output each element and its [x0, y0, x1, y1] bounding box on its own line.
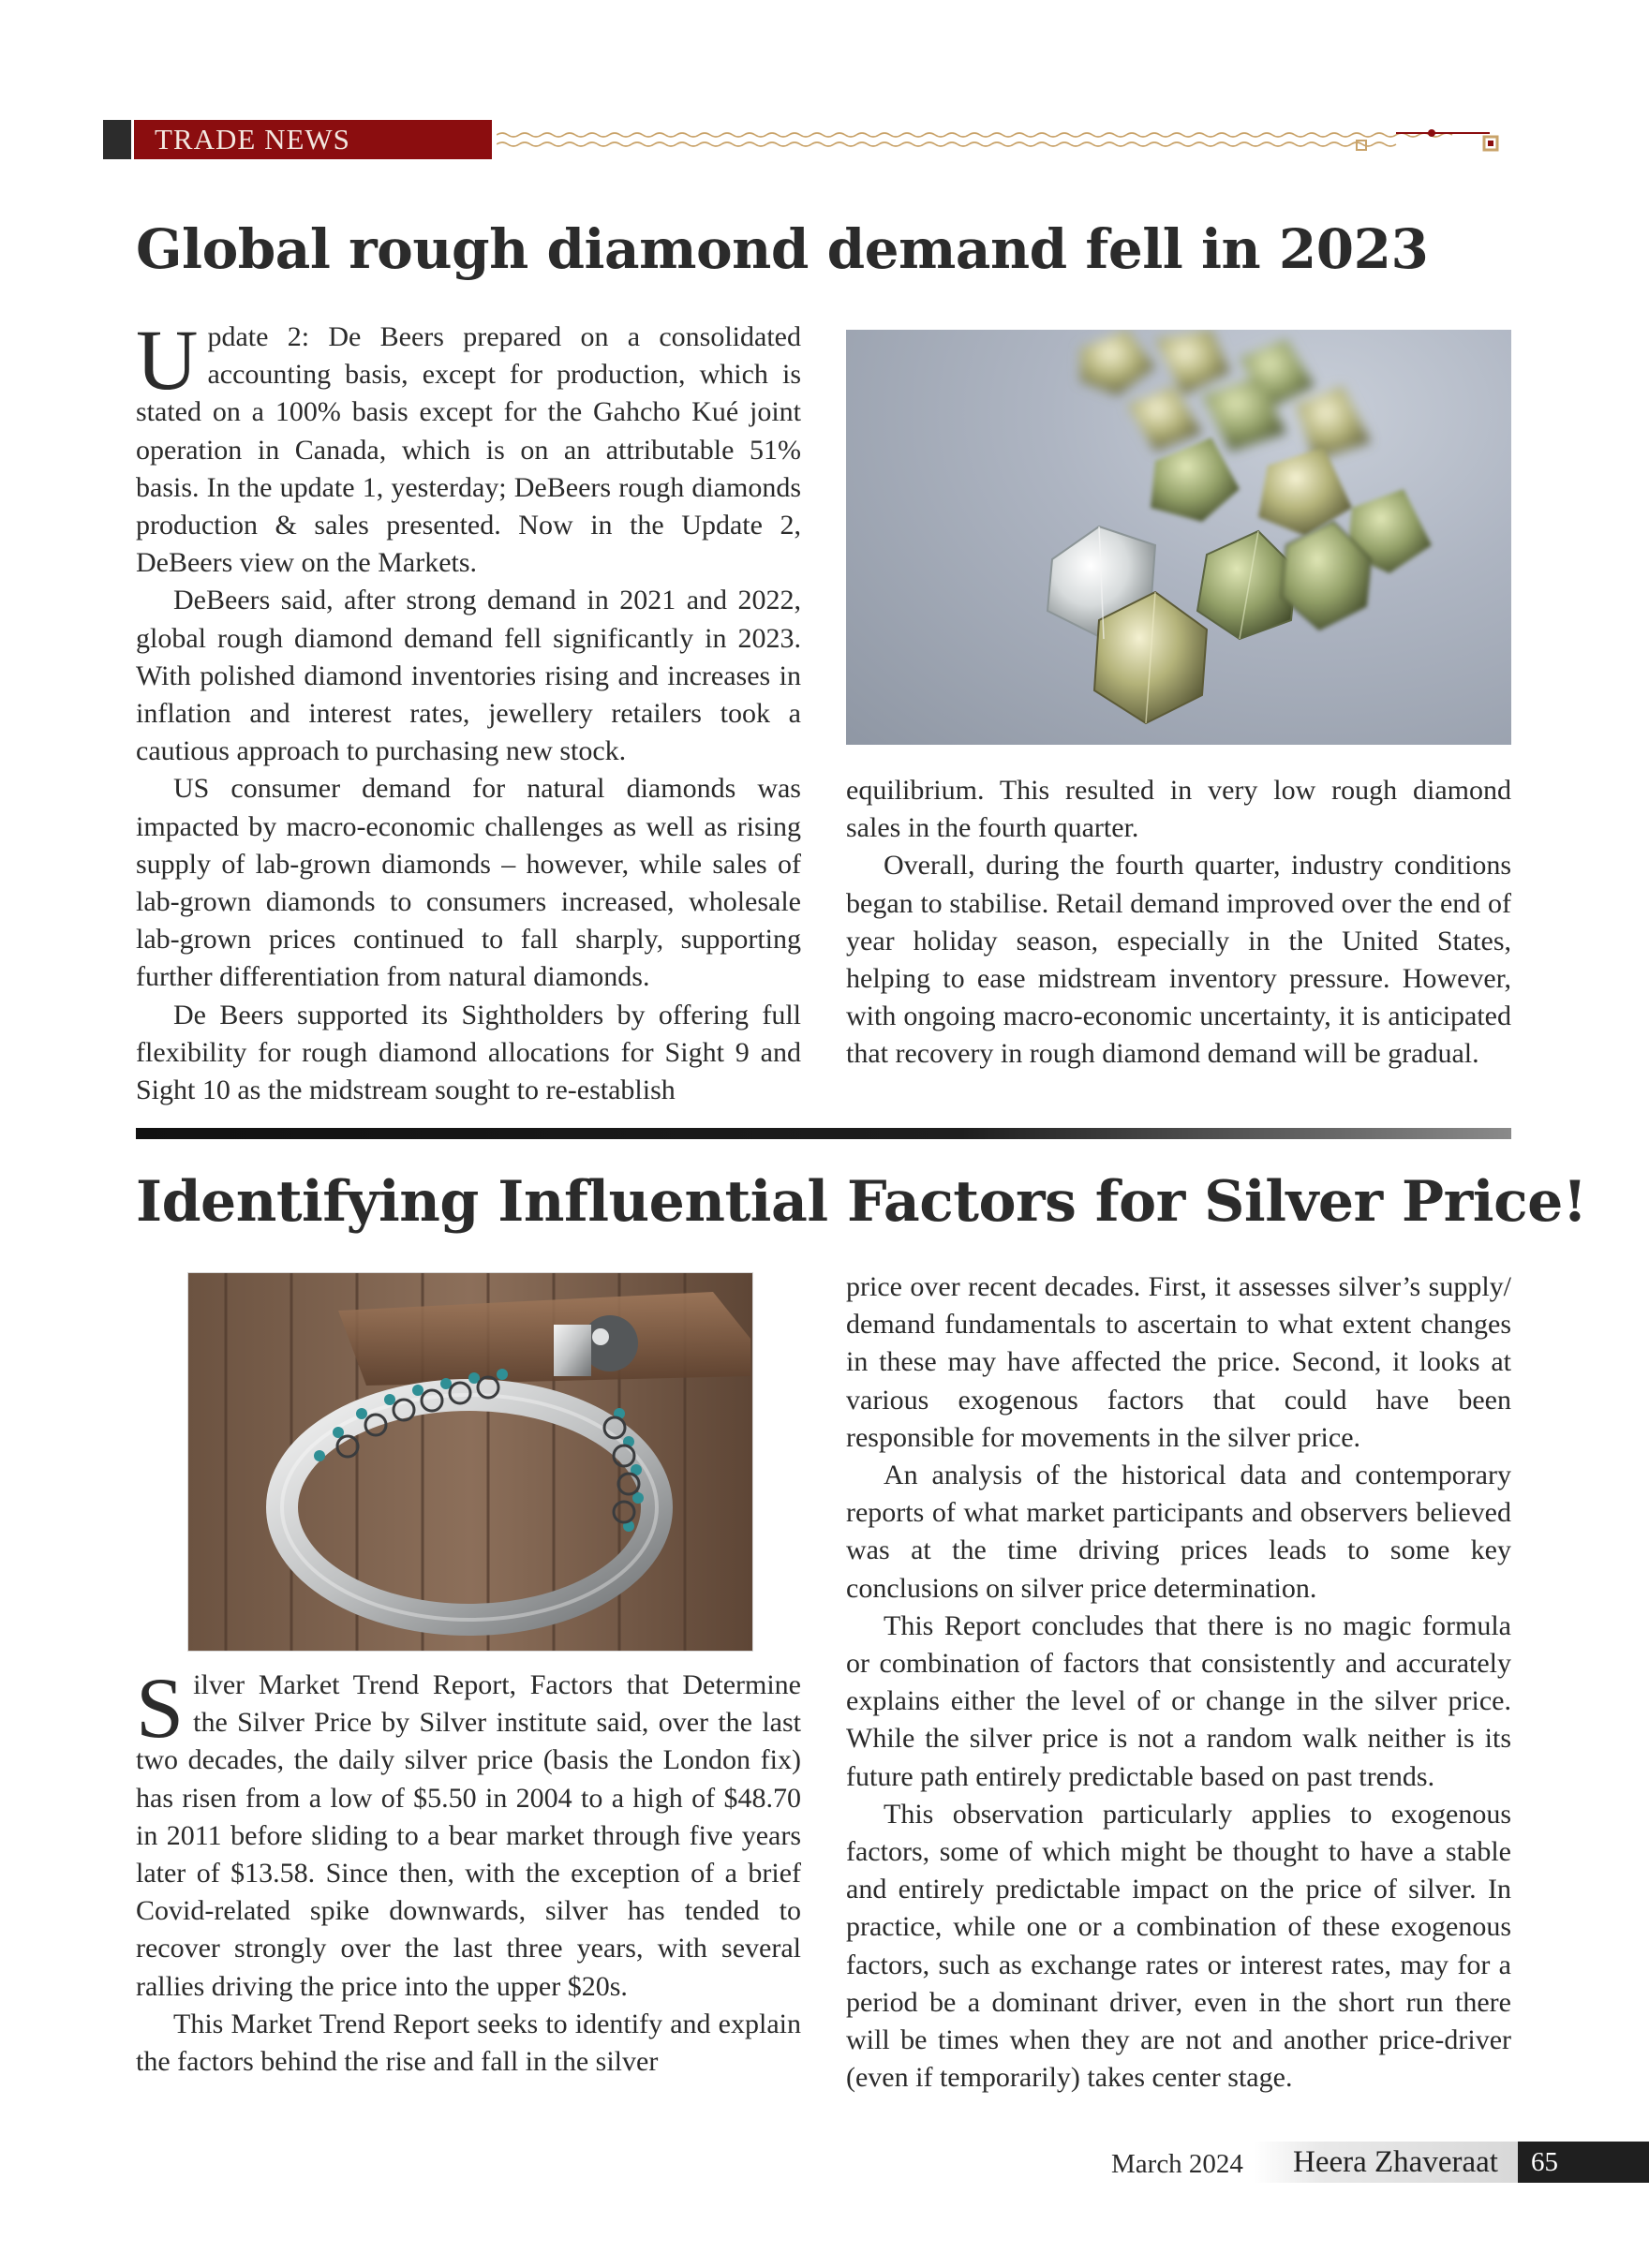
magazine-name: Heera Zhaveraat [1293, 2145, 1498, 2179]
article-column-right [846, 772, 1511, 1074]
section-divider [136, 1128, 1511, 1139]
article-column-right [846, 1268, 1511, 2097]
article-paragraph: price over recent decades. First, it assesses silver’s supply/ demand fundamentals to ascertain to what extent changes in these may have affected the price. Second, it looks at various exogenous factors that could have been responsible for movements in the silver price. [846, 1271, 1511, 1453]
drop-cap: U [136, 312, 199, 408]
article-paragraph: This Report concludes that there is no magic formula or combination of factors that consistently and accurately explains either the level of or change in the silver price. While the silver price is not a random walk neither is its future path entirely predictable based on past trends. [846, 1609, 1511, 1792]
section-label: TRADE NEWS [134, 120, 492, 159]
issue-date: March 2024 [1111, 2149, 1243, 2179]
article-paragraph: Update 2: De Beers prepared on a consolidated accounting basis, except for production, which is stated on a 100% basis except for the Gahcho Kué joint operation in Canada, which is on an attributable 51% basis. In the update 1, yesterday; DeBeers rough diamonds production & sales presented. Now in the Update 2, DeBeers view on the Markets. [136, 312, 801, 579]
drop-cap: S [136, 1660, 185, 1756]
article-paragraph: DeBeers said, after strong demand in 2021 and 2022, global rough diamond demand fell significantly in 2023. With polished diamond inventories rising and increases in inflation and interest rates, jewellery retailers took a cautious approach to purchasing new stock. [136, 585, 801, 767]
article-paragraph: De Beers supported its Sightholders by offering full flexibility for rough diamond allocations for Sight 9 and Sight 10 as the midstream sought to re-establish [136, 999, 801, 1106]
article-paragraph: This observation particularly applies to exogenous factors, some of which might be thought to have a stable and entirely predictable impact on the price of silver. In practice, while one or a combination of these exogenous factors, such as exchange rates or interest rates, may for a period be a dominant driver, even in the short run there will be times when they are not and another price-driver (even if temporarily) takes center stage. [846, 1798, 1511, 2094]
article-paragraph: This Market Trend Report seeks to identify and explain the factors behind the rise and fall in the silver [136, 2008, 801, 2078]
article-column-left [136, 312, 801, 1109]
article-paragraph: Overall, during the fourth quarter, industry conditions began to stabilise. Retail demand improved over the end of year holiday season, especially in the United States, helping to ease midstream inventory pressure. However, with ongoing macro-economic uncertainty, it is anticipated that recovery in rough diamond demand will be gradual. [846, 850, 1511, 1070]
article-title: Global rough diamond demand fell in 2023 [136, 217, 1429, 281]
article-paragraph: Silver Market Trend Report, Factors that Determine the Silver Price by Silver institute said, over the last two decades, the daily silver price (basis the London fix) has risen from a low of $5.50 in 2004 to a high of $48.70 in 2011 before sliding to a bear market through five years later of $13.58. Since then, with the exception of a brief Covid-related spike downwards, silver has tended to recover strongly over the last three years, with several rallies driving the price into the upper $20s. [136, 1660, 801, 2002]
article-paragraph: US consumer demand for natural diamonds was impacted by macro-economic challenges as well as rising supply of lab-grown diamonds – however, while sales of lab-grown diamonds to consumers increased, wholesale lab-grown prices continued to fall sharply, supporting further differentiation from natural diamonds. [136, 773, 801, 993]
page-number: 65 [1518, 2142, 1649, 2183]
article-paragraph: equilibrium. This resulted in very low rough diamond sales in the fourth quarter. [846, 775, 1511, 844]
article-paragraph: An analysis of the historical data and contemporary reports of what market participants and observers believed was at the time driving prices leads to some key conclusions on silver price determination. [846, 1460, 1511, 1604]
rough-diamonds-photo [846, 330, 1511, 745]
section-tab-accent [103, 120, 131, 159]
silver-bangle-photo [187, 1272, 753, 1652]
article-title: Identifying Influential Factors for Silver Price! [136, 1169, 1587, 1235]
article-column-left [136, 1660, 801, 2081]
decorative-rule [497, 124, 1508, 157]
